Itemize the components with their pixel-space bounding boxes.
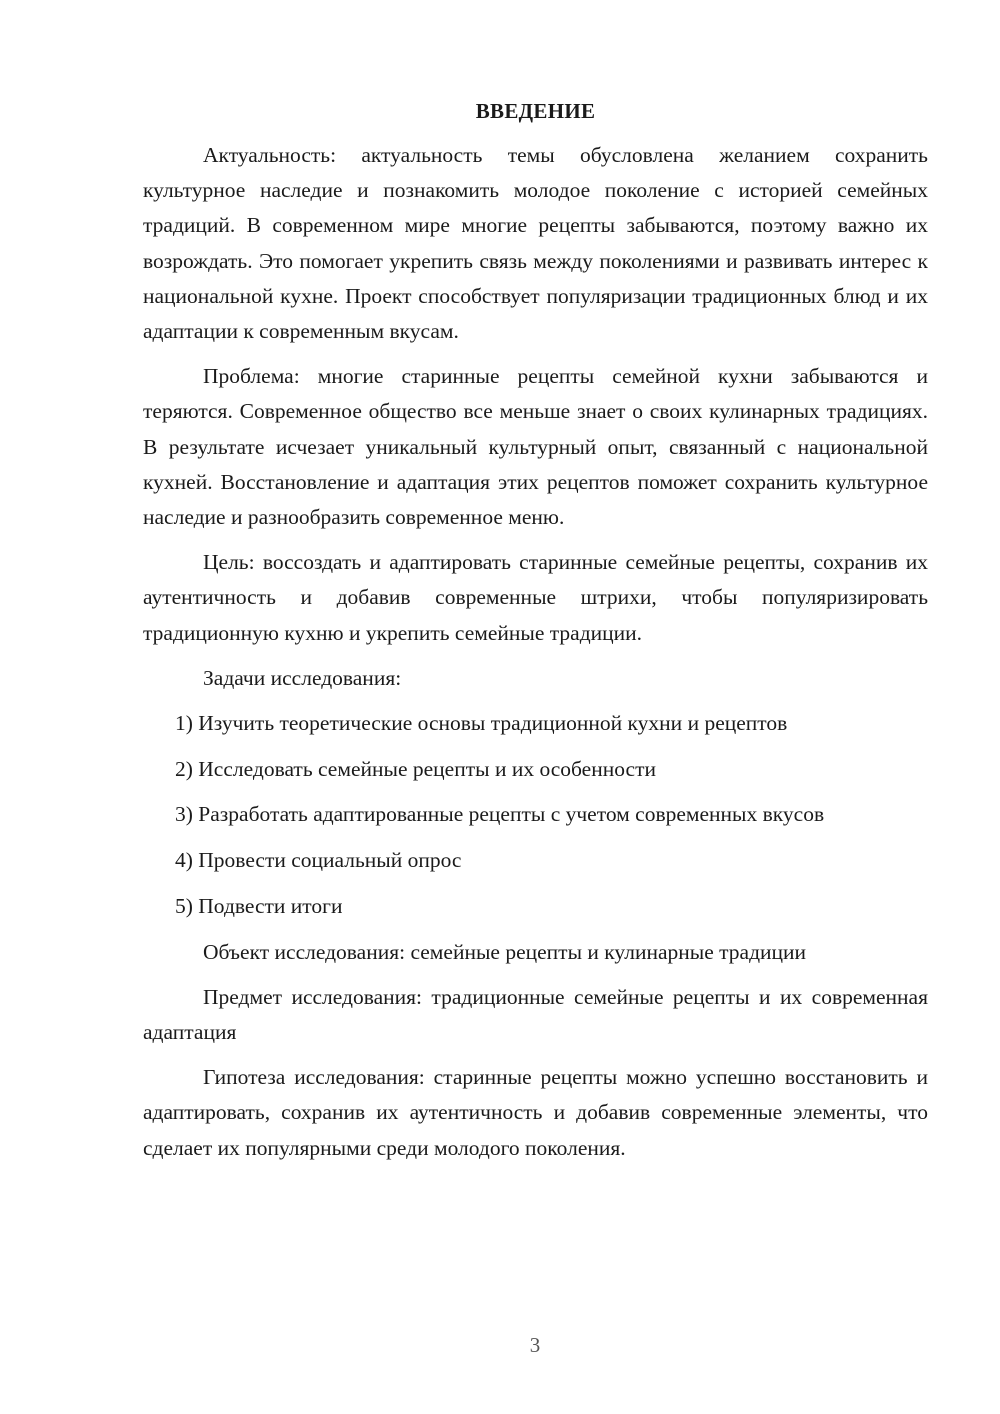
paragraph-object: Объект исследования: семейные рецепты и кулинарные традиции: [203, 939, 807, 964]
document-page: [143, 96, 928, 1176]
list-item: 4) Провести социальный опрос: [175, 848, 462, 873]
list-item: 1) Изучить теоретические основы традиционной кухни и рецептов: [175, 711, 788, 736]
paragraph-problem: Проблема: многие старинные рецепты семейной кухни забываются и теряются. Современное общество все меньше знает о своих кулинарных традициях. В результате исчезает уникальный культурный опыт, связанный с национальной кухней. Восстановление и адаптация этих рецептов поможет сохранить культурное наследие и разнообразить современное меню.: [143, 364, 928, 530]
list-item: 3) Разработать адаптированные рецепты с учетом современных вкусов: [175, 802, 825, 827]
paragraph-subject: Предмет исследования: традиционные семейные рецепты и их современная адаптация: [143, 984, 928, 1044]
paragraph-hypothesis: Гипотеза исследования: старинные рецепты можно успешно восстановить и адаптировать, сохранив их аутентичность и добавив современные элементы, что сделает их популярными среди молодого поколения.: [143, 1065, 928, 1160]
tasks-heading: Задачи исследования:: [203, 665, 402, 690]
tasks-list: [143, 706, 928, 924]
list-item: 2) Исследовать семейные рецепты и их особенности: [175, 756, 656, 781]
paragraph-goal: Цель: воссоздать и адаптировать старинные семейные рецепты, сохранив их аутентичность и добавив современные штрихи, чтобы популяризировать традиционную кухню и укрепить семейные традиции.: [143, 550, 928, 645]
section-title: ВВЕДЕНИЕ: [475, 99, 596, 123]
page-number: 3: [529, 1333, 541, 1357]
list-item: 5) Подвести итоги: [175, 893, 343, 918]
paragraph-relevance: Актуальность: актуальность темы обусловлена желанием сохранить культурное наследие и познакомить молодое поколение с историей семейных традиций. В современном мире многие рецепты забываются, поэтому важно их возрождать. Это помогает укрепить связь между поколениями и развивать интерес к национальной кухне. Проект способствует популяризации традиционных блюд и их адаптации к современным вкусам.: [143, 143, 928, 344]
